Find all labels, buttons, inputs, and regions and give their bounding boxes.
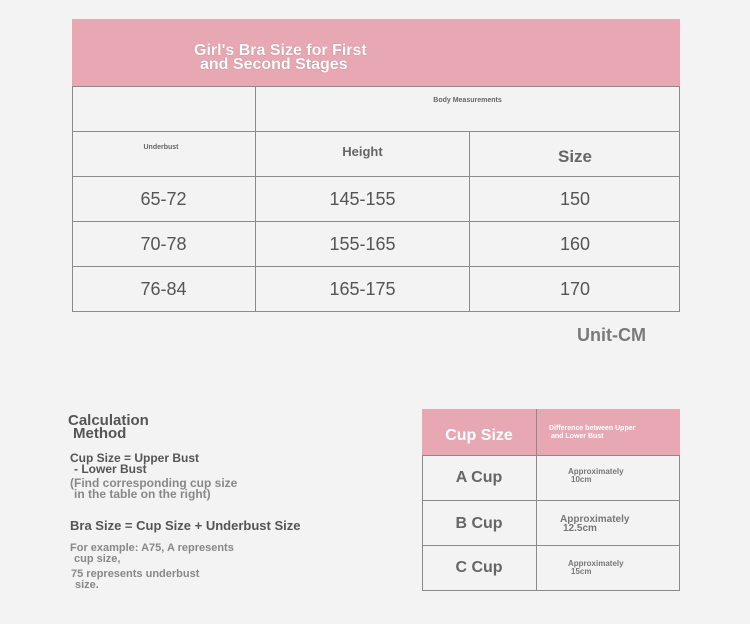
approx-label: Approximately [568, 467, 624, 476]
approx-label: Approximately [560, 514, 630, 525]
cup-name-c: C Cup [455, 559, 503, 576]
cup-name-b: B Cup [455, 515, 503, 532]
table-cell: 70-78 [140, 234, 187, 254]
column-header-underbust: Underbust [143, 144, 179, 151]
bra-size-formula: Bra Size = Cup Size + Underbust Size [70, 518, 301, 533]
size-chart-title-line1: Girl's Bra Size for First [194, 42, 367, 59]
column-header-height: Height [342, 144, 383, 159]
approx-value: 10cm [571, 475, 592, 484]
table-cell: 160 [559, 234, 591, 254]
grid-line [422, 545, 680, 546]
grid-line [72, 221, 680, 222]
approx-value: 15cm [571, 567, 592, 576]
calculation-title-line1: Calculation [68, 412, 149, 429]
difference-header [549, 425, 674, 441]
grid-line [422, 590, 680, 591]
grid-line [72, 266, 680, 267]
cup-size-note-line1: (Find corresponding cup size [70, 476, 238, 490]
cup-size-note-line2: in the table on the right) [74, 487, 211, 501]
table-cell: 65-72 [140, 189, 187, 209]
grid-line [72, 311, 680, 312]
cup-table-header [422, 409, 680, 455]
size-chart-title-line2: and Second Stages [200, 56, 348, 73]
example-line1: For example: A75, A represents [70, 542, 234, 554]
size-chart-title [194, 44, 494, 72]
example-line3: 75 represents underbust [71, 568, 200, 580]
difference-header-line2: and Lower Bust [551, 433, 604, 440]
table-cell: 150 [559, 189, 591, 209]
grid-line [422, 455, 680, 456]
table-cell: 165-175 [329, 279, 396, 299]
grid-line [679, 455, 680, 591]
table-cell: 170 [559, 279, 591, 299]
cup-size-header: Cup Size [445, 427, 513, 444]
calculation-method-title [68, 414, 149, 440]
column-header-size: Size [557, 147, 593, 166]
calculation-title-line2: Method [73, 425, 127, 442]
cup-difference-c [568, 560, 624, 576]
approx-value: 12.5cm [563, 523, 597, 534]
example-line2: cup size, [74, 553, 121, 565]
approx-label: Approximately [568, 559, 624, 568]
example-text [70, 543, 234, 565]
grid-line [72, 131, 680, 132]
grid-line [72, 86, 680, 87]
example-text-continued [71, 569, 199, 591]
table-cell: 145-155 [329, 189, 396, 209]
table-cell: 76-84 [140, 279, 187, 299]
cup-size-note [70, 478, 237, 500]
unit-label: Unit-CM [577, 325, 646, 345]
cup-size-formula-line2: - Lower Bust [74, 462, 147, 476]
body-measurements-header: Body Measurements [433, 97, 502, 104]
size-chart-table [72, 19, 680, 312]
table-cell: 155-165 [329, 234, 396, 254]
example-line4: size. [75, 579, 99, 591]
size-chart-header [72, 19, 680, 86]
difference-header-line1: Difference between Upper [549, 425, 636, 432]
cup-difference-a [568, 468, 624, 484]
cup-size-formula [70, 453, 199, 475]
grid-line [422, 500, 680, 501]
cup-size-table [422, 409, 680, 591]
cup-size-formula-line1: Cup Size = Upper Bust [70, 451, 200, 465]
grid-line [72, 176, 680, 177]
cup-difference-b [560, 515, 629, 533]
cup-name-a: A Cup [455, 469, 503, 486]
